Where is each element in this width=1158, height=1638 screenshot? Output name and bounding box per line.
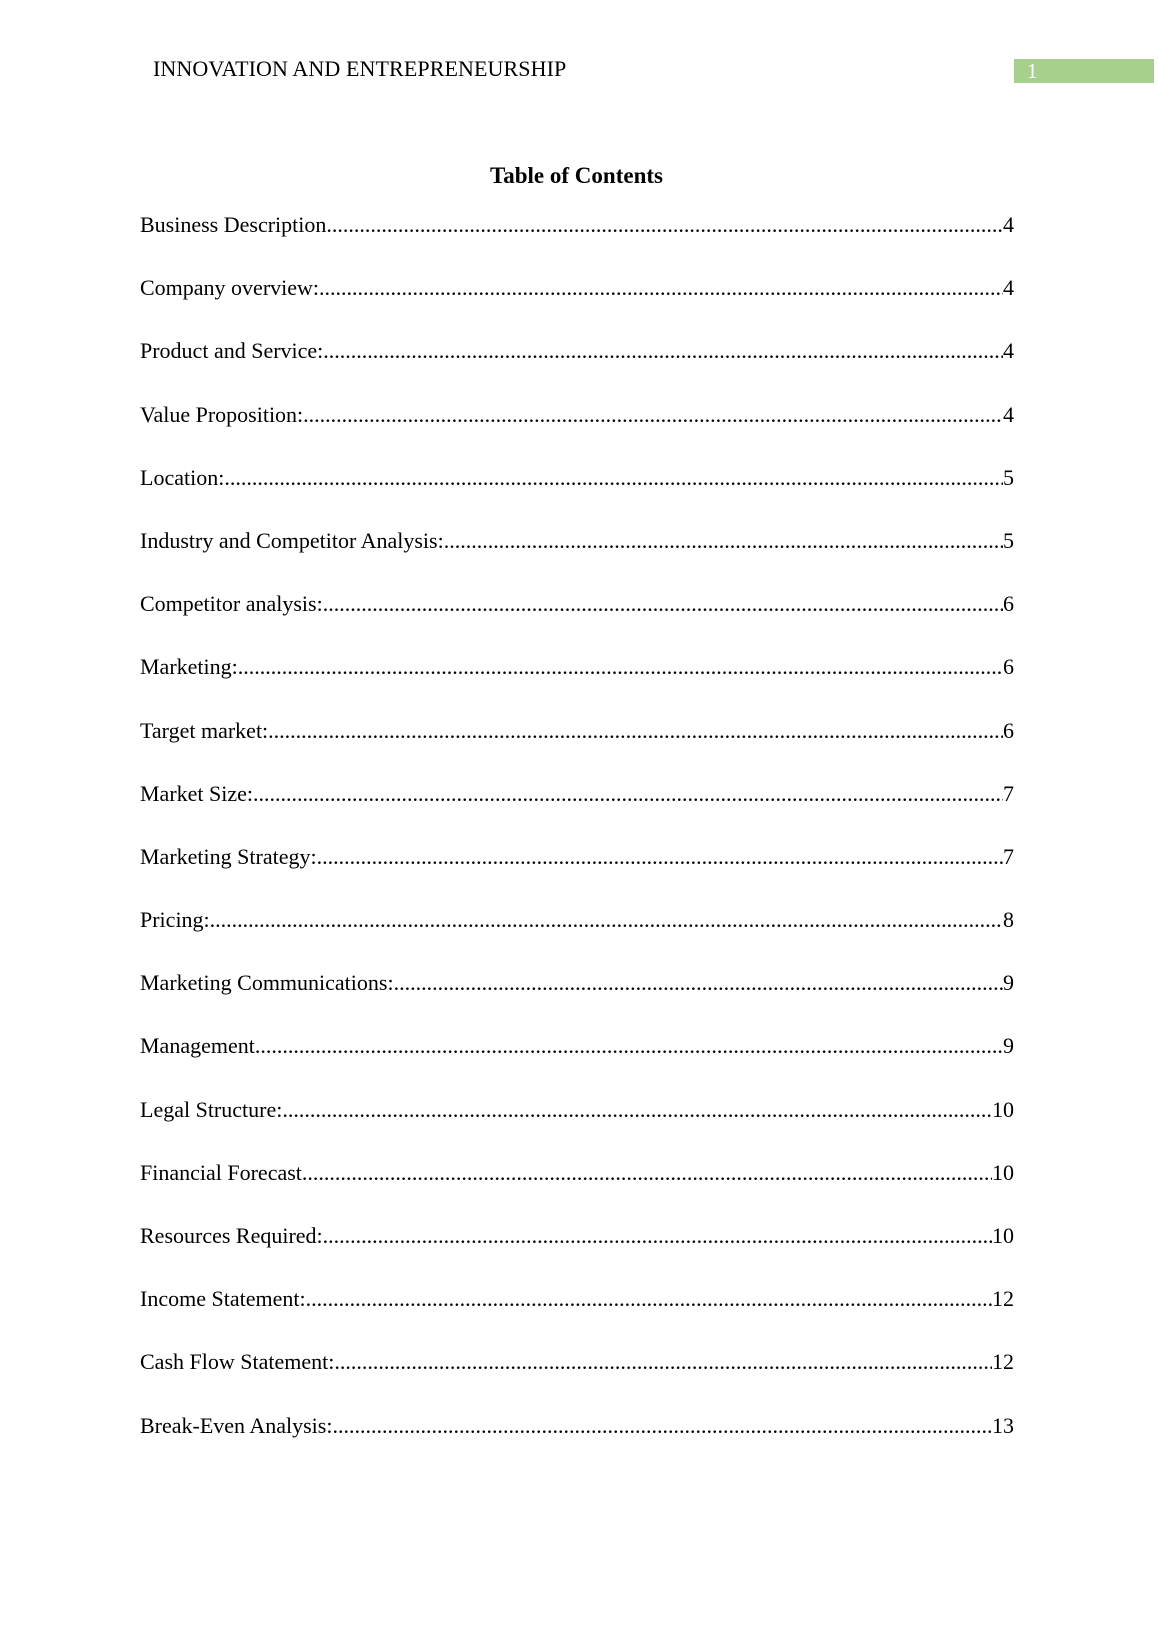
toc-leader-dots	[323, 1223, 992, 1249]
toc-entry-page: 8	[1003, 907, 1014, 933]
toc-entry[interactable]	[140, 1033, 1014, 1096]
toc-entry-label: Income Statement:	[140, 1286, 306, 1312]
toc-entry[interactable]	[140, 528, 1014, 591]
toc-entry-page: 10	[992, 1223, 1014, 1248]
toc-entry-label: Cash Flow Statement:	[140, 1349, 335, 1375]
toc-entry-page: 10	[992, 1159, 1014, 1185]
toc-leader-dots	[326, 212, 1003, 238]
toc-entry[interactable]	[140, 1223, 1014, 1286]
toc-entry-label: Location:	[140, 464, 225, 490]
toc-entry[interactable]	[140, 970, 1014, 1033]
toc-entry[interactable]	[140, 212, 1014, 275]
toc-entry[interactable]	[140, 718, 1014, 781]
toc-leader-dots	[303, 402, 1003, 428]
toc-entry-page: 5	[1003, 464, 1014, 490]
toc-entry-label: Target market:	[140, 717, 269, 743]
toc-entry-label: Industry and Competitor Analysis:	[140, 527, 444, 553]
toc-entry-label: Financial Forecast	[140, 1159, 302, 1185]
toc-entry-label: Value Proposition:	[140, 401, 304, 427]
toc-entry-page: 5	[1003, 527, 1014, 553]
toc-leader-dots	[306, 1286, 992, 1312]
toc-entry-page: 7	[1003, 780, 1014, 806]
toc-entry[interactable]	[140, 844, 1014, 907]
toc-entry-label: Legal Structure:	[140, 1096, 283, 1122]
toc-entry-label: Break-Even Analysis:	[140, 1412, 333, 1438]
toc-leader-dots	[255, 1033, 1003, 1059]
toc-leader-dots	[323, 591, 1003, 617]
toc-entry[interactable]	[140, 338, 1014, 401]
toc-entry-label: Management	[140, 1033, 255, 1059]
toc-leader-dots	[224, 465, 1003, 491]
toc-entry[interactable]	[140, 275, 1014, 338]
toc-leader-dots	[238, 654, 1003, 680]
toc-entry-page: 9	[1003, 970, 1014, 996]
toc-entry-page: 4	[1003, 401, 1014, 427]
toc-entry-page: 10	[992, 1096, 1014, 1122]
toc-entry-label: Pricing:	[140, 907, 210, 933]
toc-leader-dots	[394, 970, 1003, 996]
toc-leader-dots	[253, 781, 1003, 807]
toc-entry[interactable]	[140, 907, 1014, 970]
toc-entry[interactable]	[140, 591, 1014, 654]
toc-leader-dots	[323, 338, 1003, 364]
table-of-contents	[140, 212, 1014, 1476]
toc-entry[interactable]	[140, 781, 1014, 844]
toc-leader-dots	[282, 1097, 992, 1123]
toc-entry-page: 4	[1003, 212, 1014, 237]
toc-entry-label: Market Size:	[140, 780, 254, 806]
running-header: INNOVATION AND ENTREPRENEURSHIP	[153, 56, 567, 81]
toc-entry[interactable]	[140, 1160, 1014, 1223]
toc-leader-dots	[302, 1160, 992, 1186]
toc-entry-label: Marketing Strategy:	[140, 843, 317, 869]
toc-entry-label: Competitor analysis:	[140, 591, 323, 617]
toc-entry-page: 4	[1003, 338, 1014, 364]
toc-leader-dots	[317, 844, 1003, 870]
toc-entry[interactable]	[140, 1286, 1014, 1349]
toc-entry-page: 6	[1003, 717, 1014, 743]
toc-title: Table of Contents	[490, 163, 663, 188]
toc-leader-dots	[332, 1413, 992, 1439]
toc-leader-dots	[444, 528, 1003, 554]
toc-leader-dots	[334, 1349, 992, 1375]
toc-leader-dots	[319, 275, 1003, 301]
toc-entry-page: 6	[1003, 654, 1014, 680]
toc-leader-dots	[210, 907, 1003, 933]
toc-entry[interactable]	[140, 1097, 1014, 1160]
toc-entry-label: Marketing:	[140, 654, 238, 680]
toc-entry-label: Company overview:	[140, 275, 320, 301]
toc-entry[interactable]	[140, 465, 1014, 528]
toc-entry-page: 7	[1003, 843, 1014, 869]
toc-entry-page: 13	[992, 1412, 1014, 1438]
toc-entry-page: 4	[1003, 275, 1014, 301]
toc-entry-page: 6	[1003, 591, 1014, 617]
toc-entry[interactable]	[140, 1349, 1014, 1412]
toc-entry[interactable]	[140, 1413, 1014, 1476]
toc-entry-page: 12	[992, 1349, 1014, 1375]
toc-entry[interactable]	[140, 402, 1014, 465]
toc-entry-page: 12	[992, 1286, 1014, 1312]
toc-entry[interactable]	[140, 654, 1014, 717]
toc-leader-dots	[268, 718, 1003, 744]
toc-entry-label: Product and Service:	[140, 338, 324, 364]
toc-entry-page: 9	[1003, 1033, 1014, 1059]
toc-entry-label: Resources Required:	[140, 1223, 323, 1248]
page-number: 1	[1014, 59, 1154, 83]
toc-entry-label: Business Description	[140, 212, 327, 237]
toc-entry-label: Marketing Communications:	[140, 970, 394, 996]
